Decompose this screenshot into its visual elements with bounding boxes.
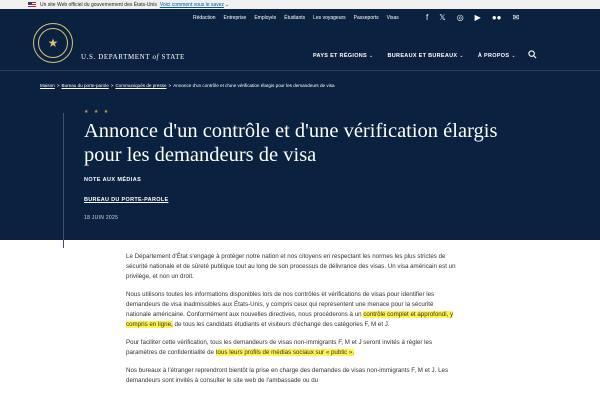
search-icon[interactable] (528, 50, 537, 59)
x-icon[interactable]: 𝕏 (439, 13, 446, 22)
header-divider (0, 70, 600, 71)
breadcrumb-current: Annonce d'un contrôle et d'une vérification élargis pour les demandeurs de visa (173, 83, 335, 88)
paragraph: Nos bureaux à l'étranger reprendront bientôt la prise en charge des demandes de visas non-immigrants F, M et J. Les demandeurs sont invités à consulter le site web de l'ambassade ou du (126, 367, 449, 384)
page-title: Annonce d'un contrôle et d'une vérification élargis pour les demandeurs de visa (84, 120, 498, 166)
article-date: 18 JUIN 2025 (84, 215, 119, 221)
breadcrumb (40, 83, 335, 88)
utility-link-passeports[interactable]: Passeports (353, 15, 379, 21)
article-kicker: NOTE AUX MÉDIAS (84, 177, 142, 183)
utility-link-entreprise[interactable]: Entreprise (223, 15, 247, 21)
gov-banner (0, 0, 600, 9)
chevron-down-icon: ⌄ (369, 53, 374, 59)
nav-item-bureaux[interactable] (388, 53, 464, 59)
nav-item-a-propos[interactable] (478, 53, 516, 59)
main-nav (313, 53, 516, 59)
paragraph: Le Département d'État s'engage à protéger notre nation et nos citoyens en respectant les normes les plus strictes de sécurité nationale et de sûreté publique tout au long de son processus de délivrance des visas. Un visa américain est un privilège, et non un droit. (126, 253, 456, 280)
breadcrumb-separator: > (110, 83, 114, 88)
chevron-down-icon: ⌄ (459, 53, 464, 59)
flickr-icon[interactable]: ●● (491, 13, 502, 22)
paragraph-text: Nous utilisons toutes les informations disponibles lors de nos contrôles et vérifications de visas pour identifier les demandeurs de visa inadmissibles aux États-Unis, y compris ceux qui représentent une menace pour la sécurité nationale américaine. Conformément aux nouvelles directives, nous procéderons à un (126, 291, 435, 318)
breadcrumb-link-bureau[interactable]: Bureau du porte-parole (61, 83, 109, 88)
department-name-prefix: U.S. DEPARTMENT (81, 53, 151, 61)
gov-banner-link[interactable]: Voici comment vous le savez (159, 1, 225, 8)
utility-link-employes[interactable]: Employés (254, 15, 277, 21)
department-name-suffix: STATE (161, 53, 185, 61)
breadcrumb-link-maison[interactable]: Maison (40, 83, 55, 88)
utility-link-redaction[interactable]: Rédaction (193, 15, 216, 21)
paragraph-text: de tous les candidats étudiants et visiteurs d'échange des catégories F, M et J. (172, 321, 390, 328)
social-links (426, 13, 519, 23)
utility-link-voyageurs[interactable]: Les voyageurs (313, 15, 346, 21)
nav-item-label: BUREAUX ET BUREAUX (387, 53, 458, 59)
nav-item-label: À PROPOS (477, 53, 510, 59)
youtube-icon[interactable]: ▶ (474, 13, 481, 22)
stars-decoration: ★ ★ ★ (84, 109, 111, 115)
department-name-of: of (152, 53, 160, 61)
site-header (0, 9, 600, 240)
article-byline-link[interactable]: BUREAU DU PORTE-PAROLE (84, 197, 169, 203)
gov-banner-text: Un site Web officiel du gouvernement des États-Unis (40, 1, 157, 8)
department-name[interactable] (81, 53, 185, 61)
eagle-icon: ★ (38, 28, 68, 58)
highlighted-text: tous leurs profils de médias sociaux sur « public ». (215, 349, 355, 356)
breadcrumb-separator: > (56, 83, 60, 88)
utility-nav (193, 15, 399, 21)
article-body (126, 252, 456, 394)
nav-item-pays-regions[interactable] (313, 53, 374, 59)
department-seal-logo[interactable] (33, 23, 73, 63)
breadcrumb-link-communiques[interactable]: Communiqués de presse (115, 83, 167, 88)
utility-link-visas[interactable]: Visas (386, 15, 399, 21)
paragraph (126, 290, 456, 330)
utility-link-etudiants[interactable]: Étudiants (284, 15, 306, 21)
us-flag-icon (28, 2, 36, 7)
paragraph (126, 338, 456, 358)
paragraph-text: Pour faciliter cette vérification, tous les demandeurs de visas non-immigrants F, M et J seront invités à régler les paramètres de confidentialité de (126, 339, 433, 356)
email-icon[interactable]: ✉ (512, 13, 520, 22)
chevron-down-icon[interactable]: ⌄ (225, 1, 230, 8)
decorative-divider (63, 113, 64, 248)
highlighted-text: contrôle complet et approfondi, y compris en ligne, (126, 311, 454, 328)
facebook-icon[interactable]: f (426, 13, 429, 22)
instagram-icon[interactable]: ◎ (456, 13, 464, 22)
breadcrumb-separator: > (168, 83, 172, 88)
nav-item-label: PAYS ET RÉGIONS (313, 53, 368, 59)
chevron-down-icon: ⌄ (511, 53, 516, 59)
